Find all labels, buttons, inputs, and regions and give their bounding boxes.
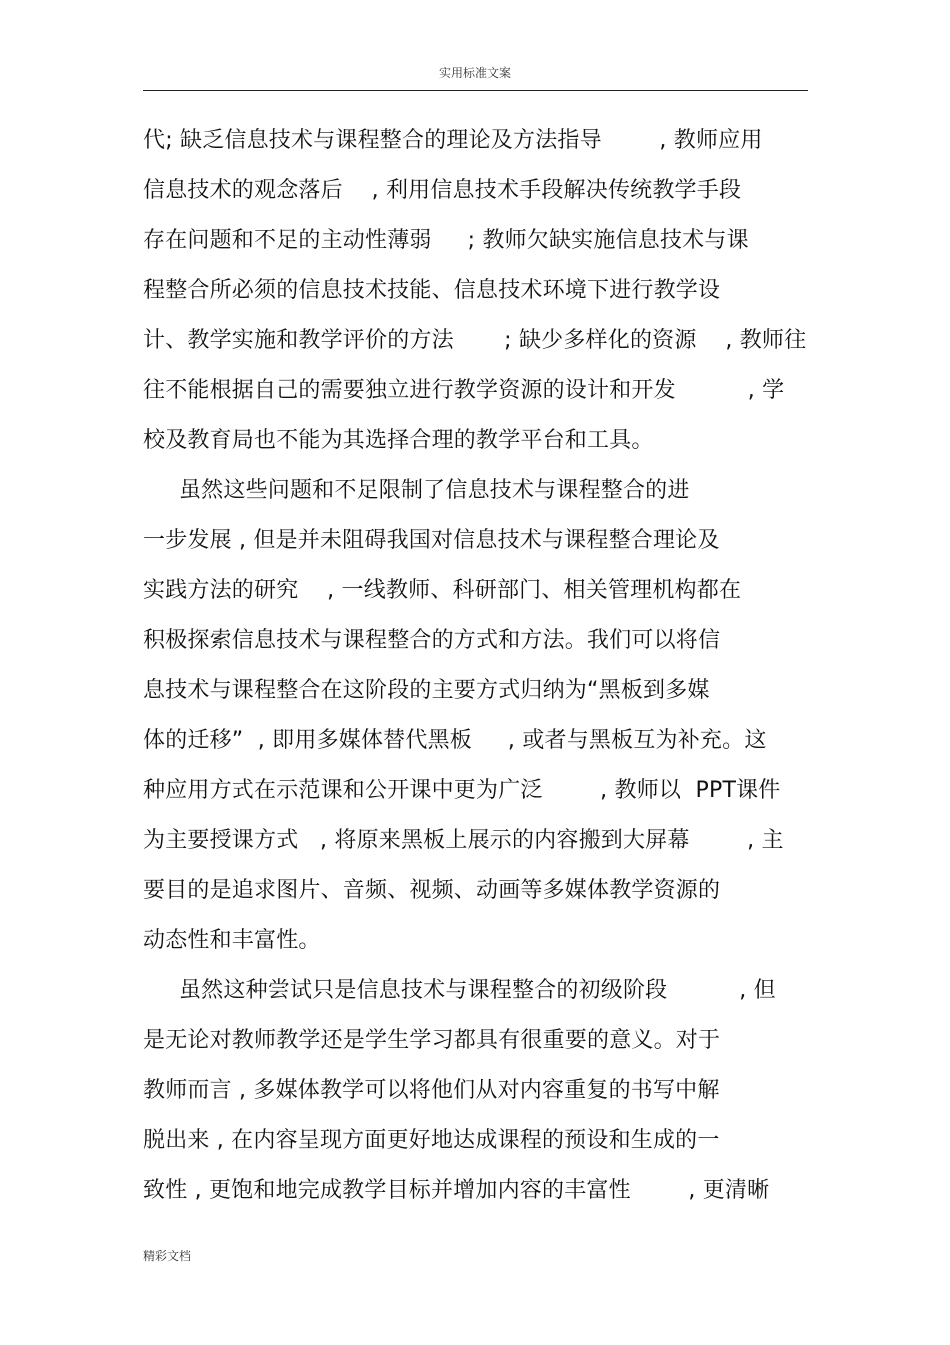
body-line: 是无论对教师教学还是学生学习都具有很重要的意义。对于 — [143, 1028, 721, 1053]
body-line: 脱出来 , 在内容呈现方面更好地达成课程的预设和生成的一 — [143, 1128, 720, 1153]
body-line: 为主要授课方式 , 将原来黑板上展示的内容搬到大屏幕 , 主 — [143, 828, 784, 853]
body-line: 息技术与课程整合在这阶段的主要方式归纳为“黑板到多媒 — [143, 678, 710, 703]
page-footer-label: 精彩文档 — [143, 1249, 192, 1263]
body-line: 要目的是追求图片、音频、视频、动画等多媒体教学资源的 — [143, 878, 721, 903]
body-line: 种应用方式在示范课和公开课中更为广泛 , 教师以 PPT课件 — [143, 778, 781, 803]
body-line: 存在问题和不足的主动性薄弱 ; 教师欠缺实施信息技术与课 — [143, 228, 749, 253]
body-line: 体的迁移” , 即用多媒体替代黑板 , 或者与黑板互为补充。这 — [143, 728, 767, 753]
body-line: 致性 , 更饱和地完成教学目标并增加内容的丰富性 , 更清晰 — [143, 1178, 770, 1203]
body-line: 一步发展 , 但是并未阻碍我国对信息技术与课程整合理论及 — [143, 528, 720, 553]
body-line: 校及教育局也不能为其选择合理的教学平台和工具。 — [143, 428, 654, 453]
page-header-title: 实用标准文案 — [438, 66, 511, 80]
body-line: 积极探索信息技术与课程整合的方式和方法。我们可以将信 — [143, 628, 721, 653]
body-line: 计、教学实施和教学评价的方法 ; 缺少多样化的资源 , 教师往 — [143, 328, 807, 353]
body-line: 动态性和丰富性。 — [143, 928, 321, 953]
body-line: 代; 缺乏信息技术与课程整合的理论及方法指导 , 教师应用 — [143, 128, 763, 153]
body-line: 信息技术的观念落后 , 利用信息技术手段解决传统教学手段 — [143, 178, 742, 203]
header-divider — [143, 90, 808, 91]
body-line: 虽然这种尝试只是信息技术与课程整合的初级阶段 , 但 — [143, 978, 776, 1003]
body-line: 教师而言 , 多媒体教学可以将他们从对内容重复的书写中解 — [143, 1078, 720, 1103]
body-line: 程整合所必须的信息技术技能、信息技术环境下进行教学设 — [143, 278, 721, 303]
body-line: 往不能根据自己的需要独立进行教学资源的设计和开发 , 学 — [143, 378, 785, 403]
body-line: 虽然这些问题和不足限制了信息技术与课程整合的进 — [143, 478, 690, 503]
body-line: 实践方法的研究 , 一线教师、科研部门、相关管理机构都在 — [143, 578, 742, 603]
